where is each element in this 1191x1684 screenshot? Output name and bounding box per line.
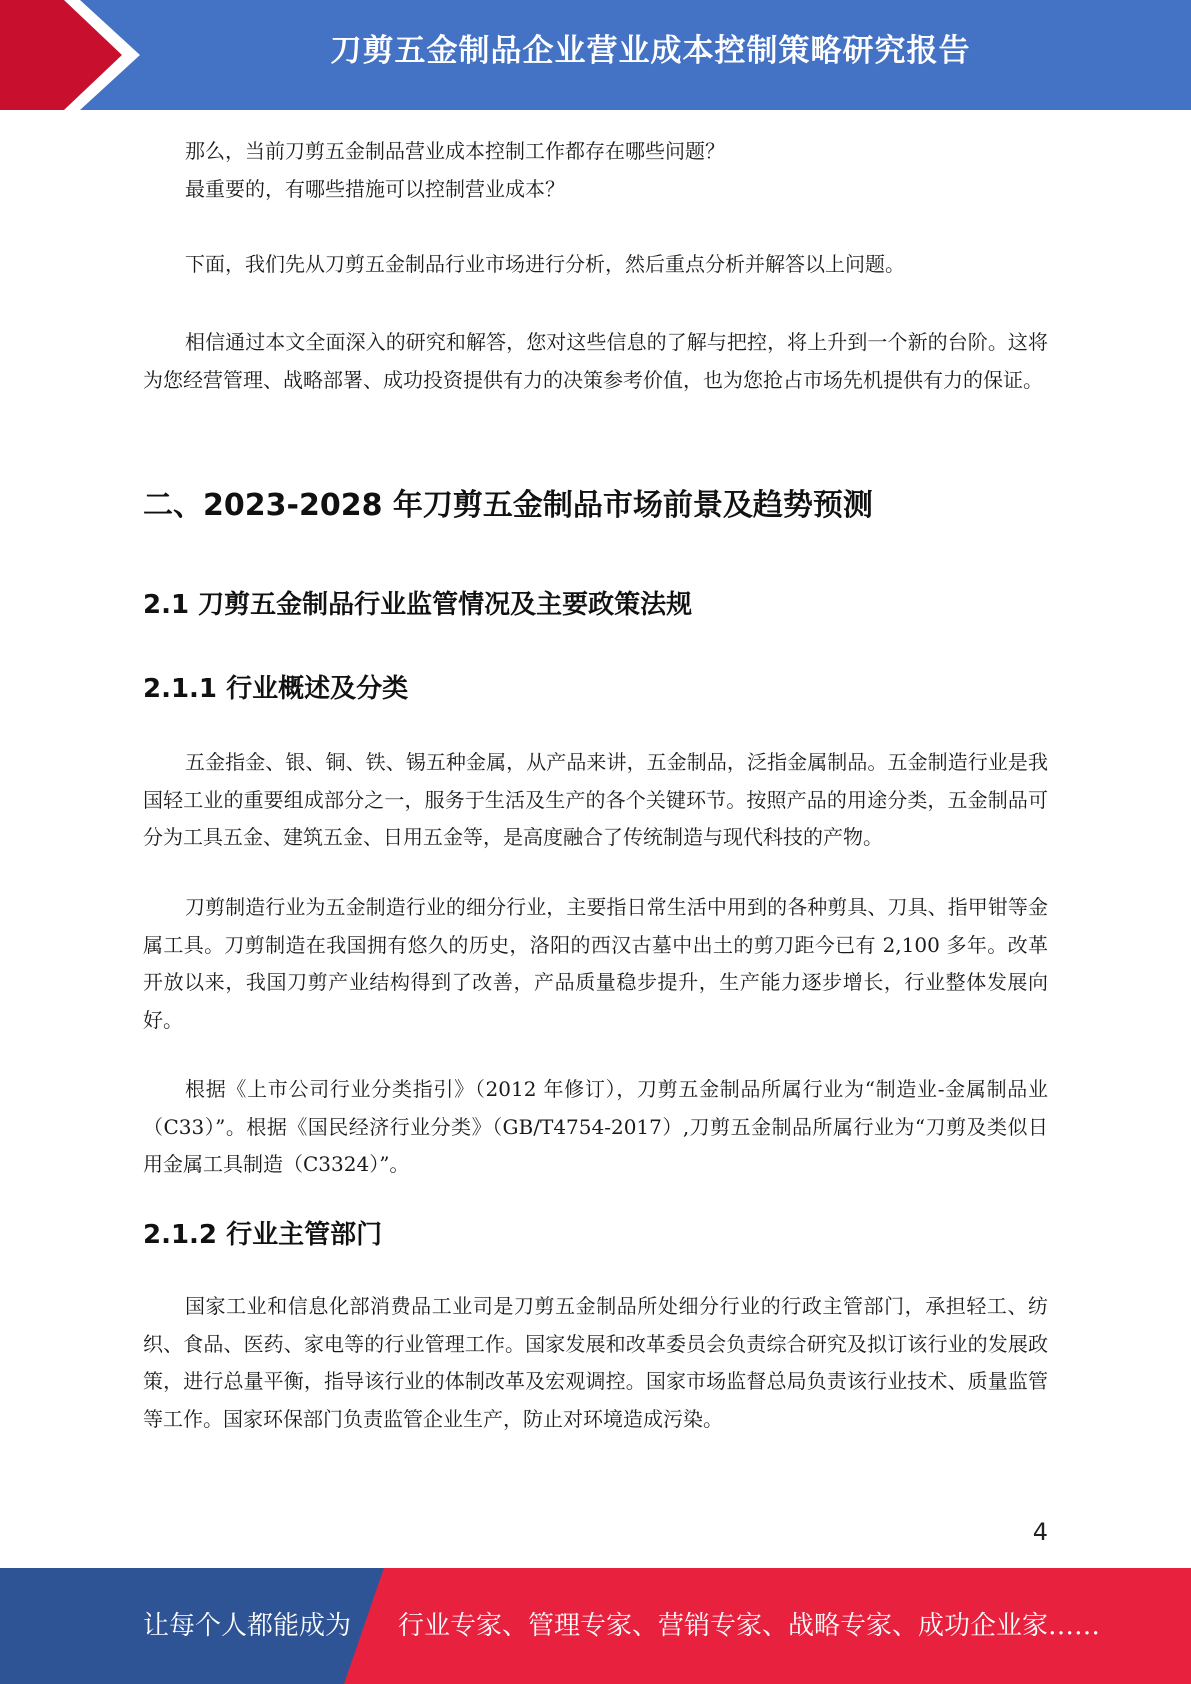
paragraph-overview-cutlery: 刀剪制造行业为五金制造行业的细分行业，主要指日常生活中用到的各种剪具、刀具、指甲钳等金属工具。刀剪制造在我国拥有悠久的历史，洛阳的西汉古墓中出土的剪刀距今已有 2,100 多年。改革开放以来，我国刀剪产业结构得到了改善，产品质量稳步提升，生产能力逐步增长，行业整体发展向好。 — [143, 895, 1048, 1032]
paragraph-intro-value: 相信通过本文全面深入的研究和解答，您对这些信息的了解与把控，将上升到一个新的台阶。这将为您经营管理、战略部署、成功投资提供有力的决策参考价值，也为您抢占市场先机提供有力的保证。 — [143, 330, 1048, 392]
page-number: 4 — [1032, 1518, 1048, 1546]
page-header — [0, 0, 1191, 110]
section-heading-2-1-2: 2.1.2 行业主管部门 — [143, 1220, 383, 1250]
paragraph-intro-analysis: 下面，我们先从刀剪五金制品行业市场进行分析，然后重点分析并解答以上问题。 — [185, 252, 905, 276]
paragraph-overview-hardware: 五金指金、银、铜、铁、锡五种金属，从产品来讲，五金制品，泛指金属制品。五金制造行业是我国轻工业的重要组成部分之一，服务于生活及生产的各个关键环节。按照产品的用途分类，五金制品可分为工具五金、建筑五金、日用五金等，是高度融合了传统制造与现代科技的产物。 — [143, 750, 1048, 849]
section-heading-2: 二、2023-2028 年刀剪五金制品市场前景及趋势预测 — [143, 488, 873, 523]
header-title: 刀剪五金制品企业营业成本控制策略研究报告 — [330, 33, 971, 69]
section-heading-2-1: 2.1 刀剪五金制品行业监管情况及主要政策法规 — [143, 590, 693, 620]
header-chevron-icon — [0, 0, 150, 110]
page-footer — [0, 1568, 1191, 1684]
paragraph-overview-classification: 根据《上市公司行业分类指引》（2012 年修订），刀剪五金制品所属行业为“制造业-金属制品业（C33）”。根据《国民经济行业分类》（GB/T4754-2017）,刀剪五金制品所属行业为“刀剪及类似日用金属工具制造（C3324）”。 — [143, 1077, 1048, 1176]
section-heading-2-1-1: 2.1.1 行业概述及分类 — [143, 674, 409, 704]
footer-slogan-right: 行业专家、管理专家、营销专家、战略专家、成功企业家…… — [398, 1611, 1101, 1641]
paragraph-intro-question-2: 最重要的，有哪些措施可以控制营业成本？ — [185, 177, 565, 201]
footer-slogan-left: 让每个人都能成为 — [143, 1611, 352, 1641]
paragraph-intro-question-1: 那么，当前刀剪五金制品营业成本控制工作都存在哪些问题？ — [185, 139, 725, 163]
paragraph-regulators: 国家工业和信息化部消费品工业司是刀剪五金制品所处细分行业的行政主管部门，承担轻工、纺织、食品、医药、家电等的行业管理工作。国家发展和改革委员会负责综合研究及拟订该行业的发展政策，进行总量平衡，指导该行业的体制改革及宏观调控。国家市场监督总局负责该行业技术、质量监管等工作。国家环保部门负责监管企业生产，防止对环境造成污染。 — [143, 1294, 1048, 1431]
